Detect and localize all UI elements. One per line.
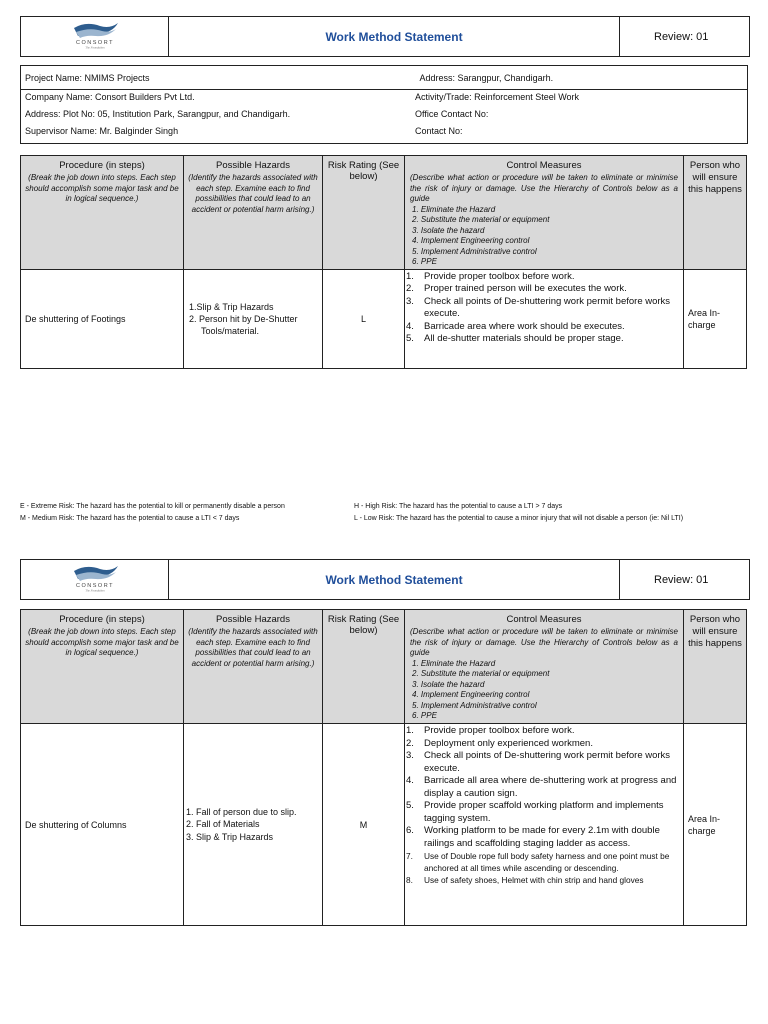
project-name: Project Name: NMIMS Projects [21,66,416,90]
controls-cell [405,269,684,368]
table-header-row [21,610,747,724]
company-name: Company Name: Consort Builders Pvt Ltd. [25,92,195,102]
risk-legend-low: L - Low Risk: The hazard has the potential to cause a minor injury that will not disable a person (ie: Nil LTI) [354,515,684,522]
hazards-cell: 1. Fall of person due to slip. 2. Fall of Materials 3. Slip & Trip Hazards [184,724,323,926]
risk-legend-high: H - High Risk: The hazard has the potential to cause a LTI > 7 days [354,503,563,510]
risk-legend-medium: M - Medium Risk: The hazard has the potential to cause a LTI < 7 days [20,515,240,522]
control-header: Control Measures (Describe what action or procedure will be taken to eliminate or minimise the risk of injury or damage. Use the Hierarchy of Controls below as a guide 1. Eliminate the Hazard 2. Substitute the material or equipment 3. Isolate the hazard 4. Implement Engineering control 5. Implement Administrative control 6. PPE [405,156,684,270]
project-address: Address: Sarangpur, Chandigarh. [416,66,748,90]
procedure-header: Procedure (in steps) (Break the job down into steps. Each step should accomplish some major task and be in logical sequence.) [21,156,184,270]
activity-trade: Activity/Trade: Reinforcement Steel Work [415,92,580,102]
control-hierarchy-list: 1. Eliminate the Hazard 2. Substitute the material or equipment 3. Isolate the hazard 4. Implement Engineering control 5. Implement Administrative control 6. PPE [412,658,550,720]
control-hierarchy-list: 1. Eliminate the Hazard 2. Substitute the material or equipment 3. Isolate the hazard 4. Implement Engineering control 5. Implement Administrative control 6. PPE [412,204,550,266]
risk-header: Risk Rating (See below) [323,156,405,270]
svg-text:CONSORT: CONSORT [75,583,114,589]
project-info-block [20,89,748,144]
site-address: Address: Plot No: 05, Institution Park, Sarangpur, and Chandigarh. [25,109,291,119]
company-logo [21,17,169,57]
procedure-cell: De shuttering of Footings [21,269,184,368]
controls-cell [405,724,684,926]
svg-text:CONSORT: CONSORT [75,40,114,46]
control-measures-list: 1. Provide proper toolbox before work. 2. Deployment only experienced workmen. 3. Check all points of De-shuttering work permit before works execute. 4. Barricade all area where de-shuttering work at progress and display a caution sign. 5. Provide proper scaffold working platform and implements tagging system. 6. Working platform to be made for every 2.1m with double railings and scaffolding staging ladder as access. 7. Use of Double rope full body safety harness and one point must be anchored at all times while ascending or descending. 8. Use of safety shoes, Helmet with chin strip and hand gloves [406,725,677,885]
hazards-cell: 1.Slip & Trip Hazards 2. Person hit by De-Shutter Tools/material. [184,269,323,368]
hazards-header: Possible Hazards (Identify the hazards associated with each step. Examine each to find possibilities that could lead to an accident or potential harm arising.) [184,156,323,270]
project-info-single [20,65,748,90]
method-table-2 [20,609,747,926]
office-contact: Office Contact No: [415,109,489,119]
control-header: Control Measures (Describe what action or procedure will be taken to eliminate or minimise the risk of injury or damage. Use the Hierarchy of Controls below as a guide 1. Eliminate the Hazard 2. Substitute the material or equipment 3. Isolate the hazard 4. Implement Engineering control 5. Implement Administrative control 6. PPE [405,610,684,724]
review-number: Review: 01 [620,17,750,57]
page-title: Work Method Statement [169,17,620,57]
company-logo [21,560,169,600]
responsible-person-cell: Area In-charge [684,269,747,368]
control-measures-list: 1. Provide proper toolbox before work. 2. Proper trained person will be executes the work. 3. Check all points of De-shuttering work permit before works execute. 4. Barricade area where work should be executes. 5. All de-shutter materials should be proper stage. [406,270,671,344]
contact-number: Contact No: [415,126,463,136]
svg-text:The Foundation: The Foundation [84,45,105,49]
risk-header: Risk Rating (See below) [323,610,405,724]
review-number: Review: 01 [620,560,750,600]
table-header-row [21,156,747,270]
procedure-cell: De shuttering of Columns [21,724,184,926]
responsible-person-cell: Area In-charge [684,724,747,926]
svg-text:The Foundation: The Foundation [84,588,105,592]
table-row [21,269,747,368]
supervisor-name: Supervisor Name: Mr. Balginder Singh [25,126,179,136]
risk-rating-cell: L [323,269,405,368]
person-header: Person who will ensure this happens [684,156,747,270]
person-header: Person who will ensure this happens [684,610,747,724]
page-title: Work Method Statement [169,560,620,600]
risk-legend-extreme: E - Extreme Risk: The hazard has the potential to kill or permanently disable a person [20,503,285,510]
consort-logo-icon [64,562,126,592]
consort-logo-icon [64,19,126,49]
header-table-1 [20,16,750,57]
header-table-2 [20,559,750,600]
hazards-header: Possible Hazards (Identify the hazards associated with each step. Examine each to find possibilities that could lead to an accident or potential harm arising.) [184,610,323,724]
table-row [21,724,747,926]
risk-rating-cell: M [323,724,405,926]
method-table-1 [20,155,747,369]
procedure-header: Procedure (in steps) (Break the job down into steps. Each step should accomplish some major task and be in logical sequence.) [21,610,184,724]
